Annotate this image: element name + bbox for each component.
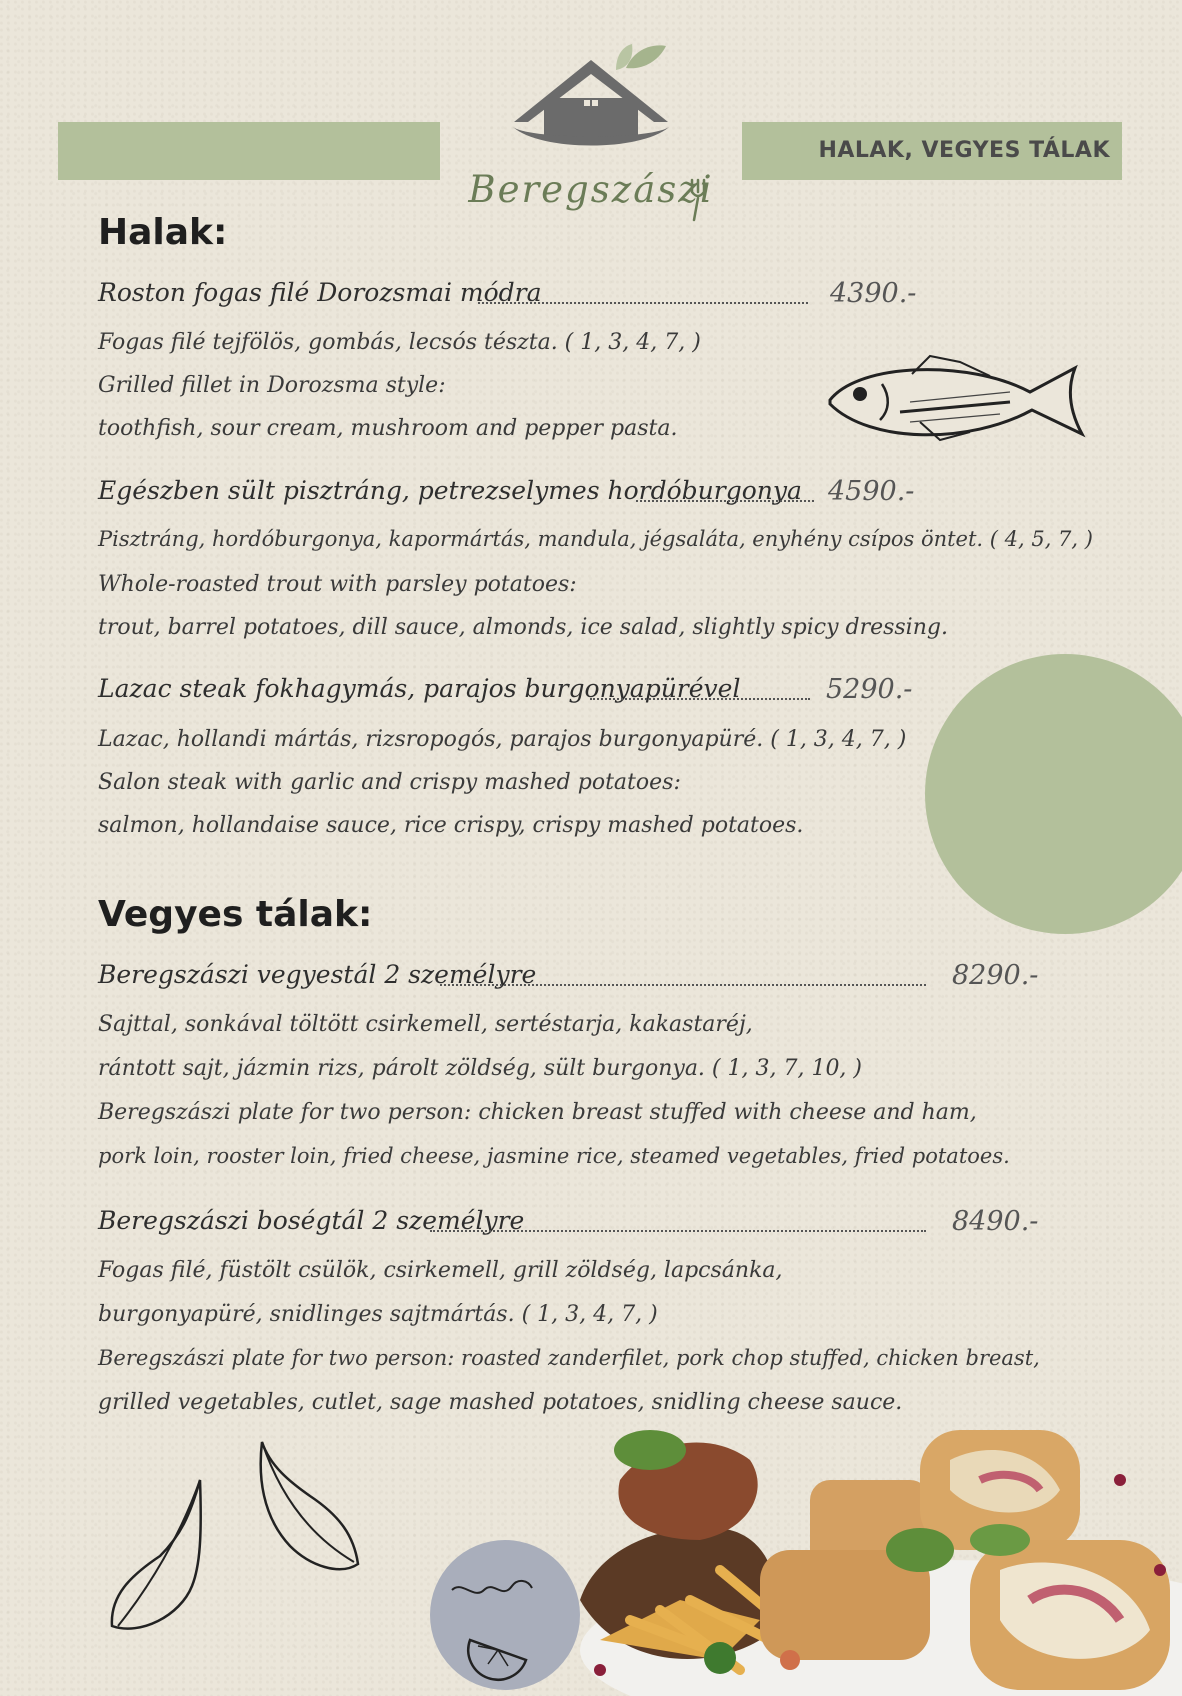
house-logo-icon [508, 40, 674, 152]
brand-logo [448, 40, 734, 220]
item-title: Beregszászi boségtál 2 személyre [98, 1206, 525, 1235]
section-title-vegyes: Vegyes tálak: [98, 894, 373, 935]
fish-icon [820, 352, 1100, 452]
item-desc-line: Sajttal, sonkával töltött csirkemell, sertéstarja, kakastaréj, [98, 1012, 753, 1037]
item-title: Roston fogas filé Dorozsmai módra [98, 278, 542, 307]
item-desc-line: Pisztráng, hordóburgonya, kapormártás, mandula, jégsaláta, enyhény csípos öntet. ( 4, 5, 7, ) [98, 527, 1093, 551]
item-desc-line: toothfish, sour cream, mushroom and pepper pasta. [98, 416, 678, 441]
header-band-left [58, 122, 440, 180]
item-desc-line: Beregszászi plate for two person: chicken breast stuffed with cheese and ham, [98, 1100, 977, 1125]
item-price: 4390.- [830, 278, 917, 309]
item-desc-line: Grilled fillet in Dorozsma style: [98, 373, 446, 398]
food-photo [560, 1420, 1182, 1696]
item-desc-line: Fogas filé tejfölös, gombás, lecsós tészta. ( 1, 3, 4, 7, ) [98, 330, 701, 355]
item-title: Egészben sült pisztráng, petrezselymes hordóburgonya [98, 476, 802, 505]
dot-leader [636, 500, 814, 502]
decorative-circle [925, 654, 1182, 934]
brand-name: Beregszászi [468, 168, 714, 211]
dot-leader [430, 1230, 926, 1232]
item-title: Beregszászi vegyestál 2 személyre [98, 960, 537, 989]
item-desc-line: rántott sajt, jázmin rizs, párolt zöldség, sült burgonya. ( 1, 3, 7, 10, ) [98, 1056, 863, 1081]
dot-leader [590, 698, 810, 700]
section-title-halak: Halak: [98, 212, 228, 253]
dot-leader [440, 984, 926, 986]
category-label: HALAK, VEGYES TÁLAK [818, 138, 1110, 163]
dot-leader [478, 302, 808, 304]
item-price: 8290.- [952, 960, 1039, 991]
item-desc-line: Beregszászi plate for two person: roasted zanderfilet, pork chop stuffed, chicken breast, [98, 1346, 1040, 1370]
item-desc-line: burgonyapüré, snidlinges sajtmártás. ( 1, 3, 4, 7, ) [98, 1302, 658, 1327]
item-title: Lazac steak fokhagymás, parajos burgonyapürével [98, 674, 741, 703]
item-desc-line: pork loin, rooster loin, fried cheese, jasmine rice, steamed vegetables, fried potatoes. [98, 1144, 1010, 1168]
item-price: 4590.- [828, 476, 915, 507]
item-desc-line: salmon, hollandaise sauce, rice crispy, crispy mashed potatoes. [98, 813, 804, 838]
leaf-icon [100, 1476, 220, 1646]
item-desc-line: Fogas filé, füstölt csülök, csirkemell, grill zöldség, lapcsánka, [98, 1258, 783, 1283]
item-price: 5290.- [826, 674, 913, 705]
item-desc-line: trout, barrel potatoes, dill sauce, almonds, ice salad, slightly spicy dressing. [98, 615, 948, 640]
fork-icon [686, 178, 714, 222]
leaf-icon [250, 1436, 370, 1586]
header-band-right [742, 122, 1122, 180]
item-desc-line: grilled vegetables, cutlet, sage mashed potatoes, snidling cheese sauce. [98, 1390, 903, 1415]
item-desc-line: Salon steak with garlic and crispy mashed potatoes: [98, 770, 681, 795]
item-desc-line: Lazac, hollandi mártás, rizsropogós, parajos burgonyapüré. ( 1, 3, 4, 7, ) [98, 727, 907, 752]
item-desc-line: Whole-roasted trout with parsley potatoes: [98, 572, 577, 597]
item-price: 8490.- [952, 1206, 1039, 1237]
lemon-icon [448, 1570, 558, 1690]
